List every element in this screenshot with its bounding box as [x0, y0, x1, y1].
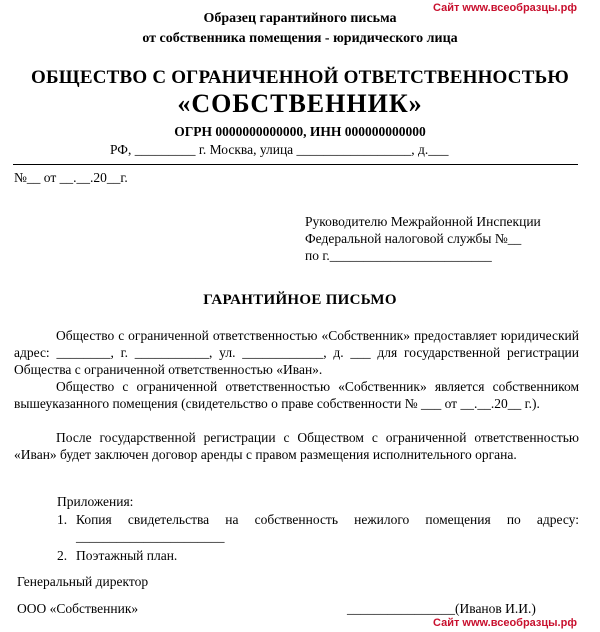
- body-paragraph-2: [14, 378, 579, 412]
- attachments-heading: Приложения:: [57, 494, 134, 509]
- company-type: ОБЩЕСТВО С ОГРАНИЧЕННОЙ ОТВЕТСТВЕННОСТЬЮ: [31, 67, 569, 88]
- paragraph-text: Общество с ограниченной ответственностью «Собственник» предоставляет юридический адрес: ________, г. ___________, ул. ____________, д. ___ для государственной регистрации Общества с ограниченной ответственностью «Иван».: [14, 328, 579, 377]
- attachment-number: 1.: [57, 512, 68, 527]
- attachment-text: Поэтажный план.: [76, 548, 178, 563]
- company-address: РФ, _________ г. Москва, улица _________________, д.___: [110, 142, 449, 157]
- attachment-item: [57, 511, 579, 528]
- attachment-number: 2.: [57, 548, 68, 563]
- registration-numbers: ОГРН 0000000000000, ИНН 000000000000: [174, 124, 426, 139]
- caption-line-2: от собственника помещения - юридического лица: [142, 31, 458, 46]
- attachment-item: [57, 547, 579, 564]
- body-paragraph-1: [14, 327, 579, 378]
- caption-line-1: Образец гарантийного письма: [203, 11, 397, 26]
- addressee-line-3: по г.________________________: [305, 248, 492, 263]
- body-paragraph-3: [14, 429, 579, 463]
- company-name: «СОБСТВЕННИК»: [177, 89, 423, 118]
- addressee-line-2: Федеральной налоговой службы №__: [305, 231, 522, 246]
- watermark-top: Сайт www.всеобразцы.рф: [433, 2, 577, 14]
- signatory-organization: ООО «Собственник»: [17, 601, 139, 616]
- reference-line: №__ от __.__.20__г.: [14, 170, 128, 185]
- attachment-address-line: ______________________: [76, 529, 225, 544]
- attachment-text: Копия свидетельства на собственность нежилого помещения по адресу:: [76, 512, 579, 527]
- paragraph-text: Общество с ограниченной ответственностью «Собственник» является собственником вышеуказанного помещения (свидетельство о праве собственности № ___ от __.__.20__ г.).: [14, 379, 579, 411]
- paragraph-text: После государственной регистрации с Обществом с ограниченной ответственностью «Иван» будет заключен договор аренды с правом размещения исполнительного органа.: [14, 430, 579, 462]
- addressee-line-1: Руководителю Межрайонной Инспекции: [305, 214, 541, 229]
- signatory-position: Генеральный директор: [17, 574, 149, 589]
- attachments-list: [57, 511, 579, 564]
- signature-line: ________________(Иванов И.И.): [347, 601, 536, 616]
- letter-title: ГАРАНТИЙНОЕ ПИСЬМО: [203, 292, 397, 308]
- letterhead-divider: [13, 164, 578, 165]
- watermark-bottom: Сайт www.всеобразцы.рф: [433, 617, 577, 629]
